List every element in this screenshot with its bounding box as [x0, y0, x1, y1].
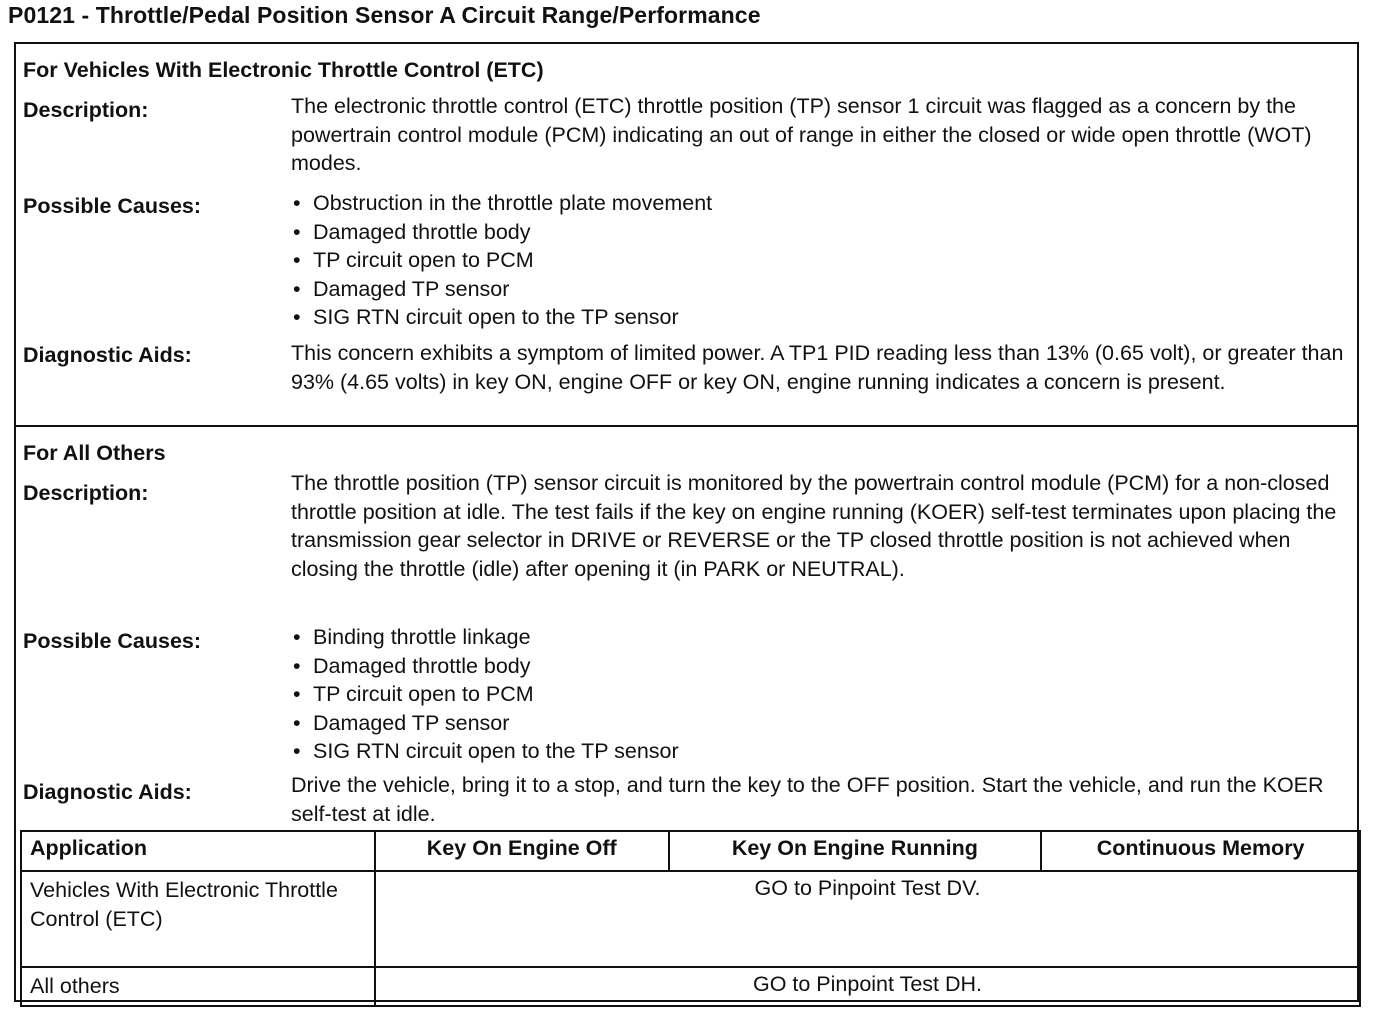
etc-section [16, 44, 1357, 427]
others-section [16, 427, 1357, 832]
others-description-text: The throttle position (TP) sensor circuit is monitored by the powertrain control module (PCM) for a non-closed throttle position at idle. The test fails if the key on engine running (KOER) self-test terminates upon placing the transmission gear selector in DRIVE or REVERSE or the TP closed throttle position is not achieved when closing the throttle (idle) after opening it (in PARK or NEUTRAL). [291, 471, 1337, 581]
others-causes-list [291, 623, 1346, 766]
list-item: • SIG RTN circuit open to the TP sensor [291, 303, 1346, 332]
etc-description-text: The electronic throttle control (ETC) throttle position (TP) sensor 1 circuit was flagged as a concern by the powertrain control module (PCM) indicating an out of range in either the closed or wide open throttle (WOT) modes. [291, 94, 1312, 175]
others-description-label: Description: [23, 481, 149, 505]
table-row [21, 967, 1360, 1006]
application-cell: All others [21, 967, 375, 1006]
list-item: • Binding throttle linkage [291, 623, 1346, 652]
list-item: • Damaged throttle body [291, 652, 1346, 681]
diagnostic-frame [14, 42, 1359, 1002]
column-header-application: Application [21, 831, 375, 871]
action-cell: GO to Pinpoint Test DH. [375, 967, 1360, 1006]
others-heading: For All Others [23, 441, 166, 465]
application-table [20, 830, 1361, 1007]
etc-aids-label: Diagnostic Aids: [23, 343, 192, 367]
others-aids-label: Diagnostic Aids: [23, 780, 192, 804]
etc-aids-text: This concern exhibits a symptom of limited power. A TP1 PID reading less than 13% (0.65 volt), or greater than 93% (4.65 volts) in key ON, engine OFF or key ON, engine running indicates a concern is present. [291, 341, 1344, 394]
etc-heading: For Vehicles With Electronic Throttle Control (ETC) [23, 58, 544, 82]
table-row [21, 871, 1360, 967]
list-item: • Obstruction in the throttle plate movement [291, 189, 1346, 218]
list-item: • SIG RTN circuit open to the TP sensor [291, 737, 1346, 766]
etc-causes-label: Possible Causes: [23, 194, 202, 218]
etc-causes-list [291, 189, 1346, 332]
list-item: • TP circuit open to PCM [291, 246, 1346, 275]
column-header-koeo: Key On Engine Off [375, 831, 669, 871]
etc-description-label: Description: [23, 98, 149, 122]
action-cell: GO to Pinpoint Test DV. [375, 871, 1360, 967]
list-item: • Damaged throttle body [291, 218, 1346, 247]
list-item: • TP circuit open to PCM [291, 680, 1346, 709]
column-header-koer: Key On Engine Running [669, 831, 1042, 871]
others-causes-label: Possible Causes: [23, 629, 202, 653]
list-item: • Damaged TP sensor [291, 709, 1346, 738]
table-header-row [21, 831, 1360, 871]
application-cell: Vehicles With Electronic Throttle Control (ETC) [21, 871, 375, 967]
column-header-continuous-memory: Continuous Memory [1041, 831, 1360, 871]
page-title: P0121 - Throttle/Pedal Position Sensor A Circuit Range/Performance [8, 2, 761, 28]
list-item: • Damaged TP sensor [291, 275, 1346, 304]
others-aids-text: Drive the vehicle, bring it to a stop, and turn the key to the OFF position. Start the vehicle, and run the KOER self-test at idle. [291, 773, 1324, 826]
